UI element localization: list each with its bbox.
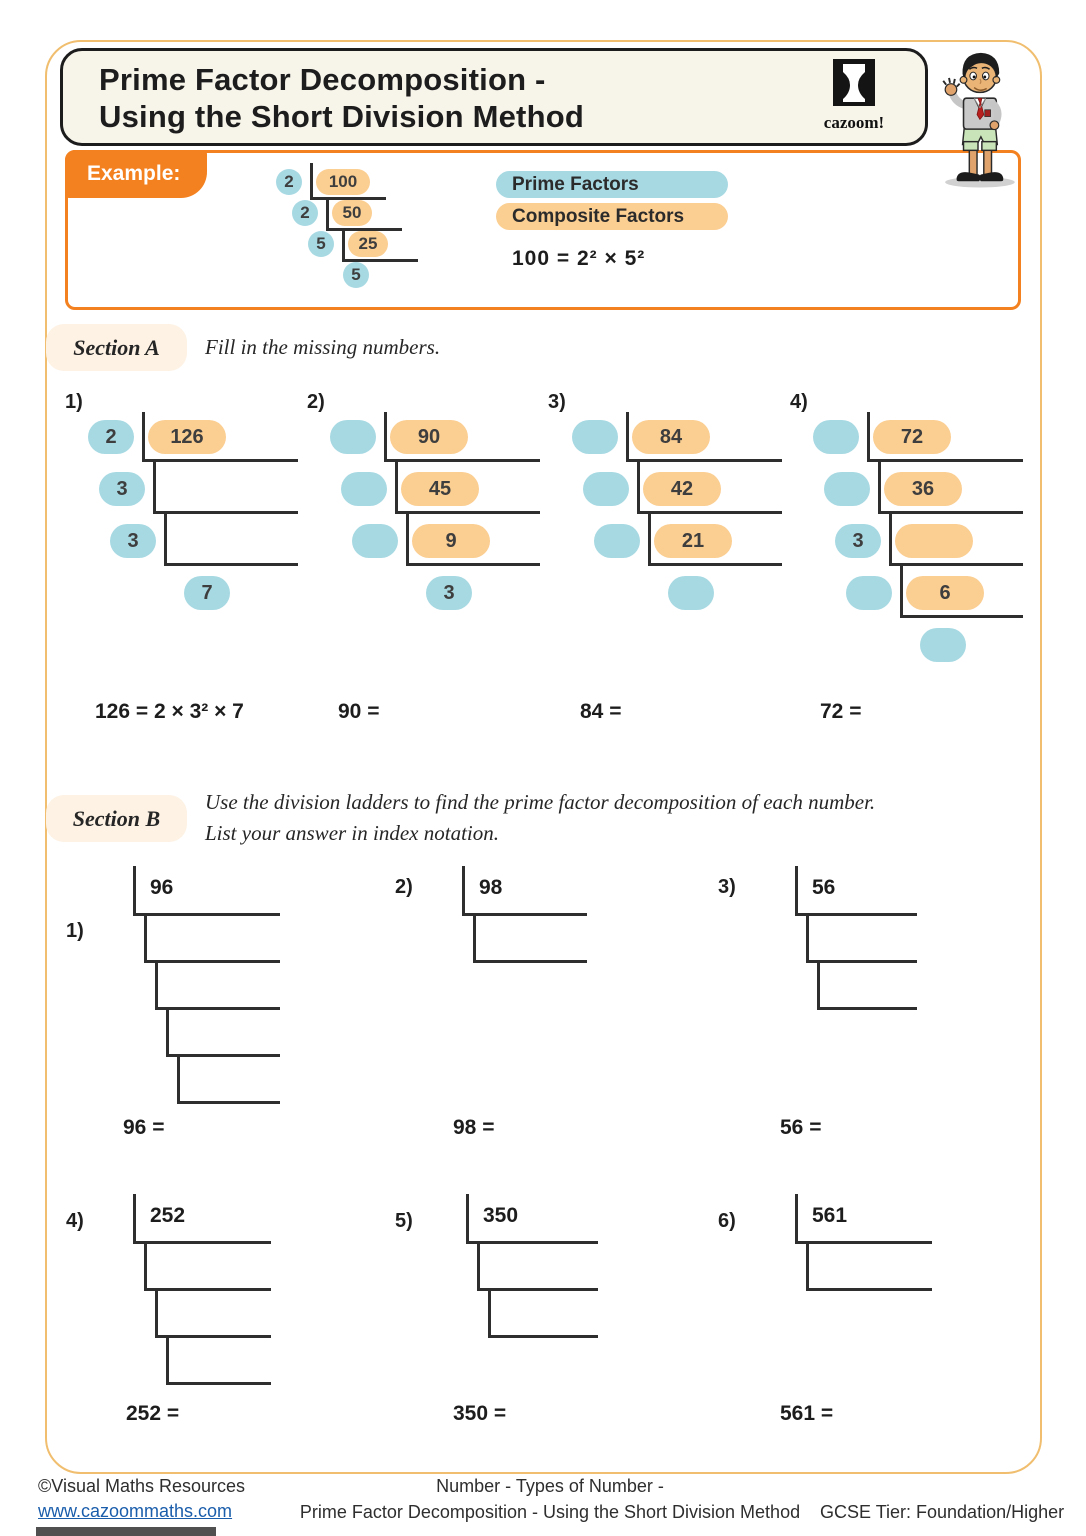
page-title-line2: Using the Short Division Method [99, 99, 584, 134]
ladder-hline [384, 459, 540, 462]
cazoom-logo-text: cazoom! [823, 113, 885, 132]
ladder-hline [155, 1335, 271, 1338]
ladder-hline [153, 511, 298, 514]
ladder-vline [166, 1335, 169, 1384]
ladder-hline [166, 1382, 271, 1385]
ladder-vline [900, 563, 903, 617]
ladder-hline [395, 511, 540, 514]
ladder-dividend: 90 [390, 420, 468, 454]
section-a-answer: 90 = [338, 700, 380, 723]
ladder-hline [133, 1241, 271, 1244]
ladder-hline [164, 563, 298, 566]
ladder-hline [806, 1288, 932, 1291]
ladder-divisor-blank [583, 472, 629, 506]
section-b-instruction-line1: Use the division ladders to find the prime factor decomposition of each number. [205, 790, 876, 814]
ladder-vline [806, 1241, 809, 1290]
ladder-vline [466, 1194, 469, 1243]
ladder-hline [867, 459, 1023, 462]
ladder-vline [806, 913, 809, 962]
example-ladder-vline [326, 197, 329, 230]
section-b-answer: 252 = [126, 1402, 180, 1425]
ladder-divisor-blank [352, 524, 398, 558]
legend-composite-factors: Composite Factors [496, 203, 728, 230]
ladder-vline [878, 459, 881, 513]
footer-website-link[interactable]: www.cazoommaths.com [38, 1501, 233, 1521]
ladder-dividend: 45 [401, 472, 479, 506]
section-b-ladder [466, 1194, 608, 1390]
ladder-vline [144, 913, 147, 962]
ladder-vline [626, 412, 629, 461]
example-ladder-final-prime: 5 [343, 262, 369, 288]
example-ladder-divisor: 2 [276, 169, 302, 195]
ladder-vline [477, 1241, 480, 1290]
ladder-vline [166, 1007, 169, 1056]
ladder-vline [462, 866, 465, 915]
ladder-divisor-blank [846, 576, 892, 610]
section-b-ladder-value: 98 [479, 876, 503, 899]
ladder-vline [177, 1054, 180, 1103]
ladder-hline [488, 1335, 598, 1338]
ladder-hline [144, 960, 280, 963]
ladder-vline [384, 412, 387, 461]
title-box [60, 48, 928, 146]
ladder-divisor: 3 [835, 524, 881, 558]
ladder-dividend: 6 [906, 576, 984, 610]
example-box [65, 150, 1021, 310]
ladder-hline [795, 1241, 932, 1244]
ladder-hline [648, 563, 782, 566]
ladder-hline [889, 563, 1023, 566]
section-b-answer: 56 = [780, 1116, 822, 1139]
section-b-problem-number: 4) [66, 1210, 84, 1232]
example-ladder-divisor: 2 [292, 200, 318, 226]
ladder-final-prime-blank [920, 628, 966, 662]
ladder-hline [817, 1007, 917, 1010]
ladder-divisor: 3 [110, 524, 156, 558]
example-ladder-dividend: 50 [332, 200, 372, 226]
ladder-dividend: 42 [643, 472, 721, 506]
section-a-problem-number: 4) [790, 391, 808, 413]
ladder-dividend: 36 [884, 472, 962, 506]
section-b-problem-number: 1) [66, 920, 84, 942]
cazoom-logo [817, 58, 891, 133]
section-b-ladder [795, 1194, 942, 1343]
section-a-ladder [88, 420, 298, 636]
ladder-vline [817, 960, 820, 1009]
ladder-vline [889, 511, 892, 565]
ladder-vline [142, 412, 145, 461]
section-b-ladder [795, 866, 927, 1062]
footer-topic-line2: Prime Factor Decomposition - Using the Short Division Method [299, 1502, 801, 1522]
ladder-dividend-blank [895, 524, 973, 558]
ladder-vline [153, 459, 156, 513]
section-b-ladder [462, 866, 597, 1015]
ladder-hline [166, 1054, 280, 1057]
ladder-hline [177, 1101, 280, 1104]
section-b-problem-number: 2) [395, 876, 413, 898]
ladder-hline [626, 459, 782, 462]
ladder-vline [133, 866, 136, 915]
section-a-answer: 72 = [820, 700, 862, 723]
ladder-final-prime: 3 [426, 576, 472, 610]
example-ladder-divisor: 5 [308, 231, 334, 257]
ladder-hline [477, 1288, 598, 1291]
section-b-ladder-value: 56 [812, 876, 836, 899]
ladder-divisor-blank [341, 472, 387, 506]
ladder-dividend: 21 [654, 524, 732, 558]
example-division-ladder [276, 169, 476, 294]
ladder-hline [795, 913, 917, 916]
ladder-hline [806, 960, 917, 963]
ladder-vline [648, 511, 651, 565]
section-a-answer: 126 = 2 × 3² × 7 [95, 700, 244, 723]
page-title-line1: Prime Factor Decomposition - [99, 62, 546, 97]
section-b-ladder-value: 252 [150, 1204, 186, 1227]
section-a-answer: 84 = [580, 700, 622, 723]
section-b-ladder [133, 1194, 281, 1437]
ladder-dividend: 72 [873, 420, 951, 454]
section-a-instruction: Fill in the missing numbers. [205, 335, 441, 359]
ladder-final-prime: 7 [184, 576, 230, 610]
section-a-problem-number: 3) [548, 391, 566, 413]
example-ladder-vline [310, 163, 313, 199]
section-b-label: Section B [46, 795, 187, 842]
example-ladder-dividend: 25 [348, 231, 388, 257]
ladder-vline [795, 1194, 798, 1243]
ladder-divisor: 2 [88, 420, 134, 454]
ladder-divisor-blank [594, 524, 640, 558]
footer-gcse-tier: GCSE Tier: Foundation/Higher [820, 1502, 1065, 1522]
example-ladder-dividend: 100 [316, 169, 370, 195]
ladder-dividend: 9 [412, 524, 490, 558]
section-b-ladder [133, 866, 290, 1156]
ladder-vline [406, 511, 409, 565]
page-edge-artifact [36, 1527, 216, 1536]
section-a-ladder [813, 420, 1023, 688]
section-b-problem-number: 5) [395, 1210, 413, 1232]
ladder-vline [164, 511, 167, 565]
section-a-ladder [572, 420, 782, 636]
section-b-problem-number: 6) [718, 1210, 736, 1232]
mascot-boy-character [928, 48, 1028, 188]
ladder-hline [155, 1007, 280, 1010]
ladder-vline [395, 459, 398, 513]
example-label: Example: [65, 150, 207, 198]
ladder-dividend: 84 [632, 420, 710, 454]
footer-topic-line1: Number - Types of Number - [436, 1476, 664, 1496]
ladder-hline [466, 1241, 598, 1244]
ladder-hline [462, 913, 587, 916]
ladder-vline [488, 1288, 491, 1337]
section-b-answer: 561 = [780, 1402, 834, 1425]
ladder-hline [142, 459, 298, 462]
ladder-hline [473, 960, 587, 963]
ladder-divisor-blank [330, 420, 376, 454]
ladder-vline [133, 1194, 136, 1243]
section-a-label: Section A [46, 324, 187, 371]
section-a-ladder [330, 420, 540, 636]
ladder-vline [795, 866, 798, 915]
example-ladder-vline [342, 228, 345, 261]
page-title [99, 61, 584, 135]
section-b-answer: 96 = [123, 1116, 165, 1139]
ladder-hline [144, 1288, 271, 1291]
ladder-hline [133, 913, 280, 916]
ladder-hline [878, 511, 1023, 514]
ladder-vline [637, 459, 640, 513]
section-b-problem-number: 3) [718, 876, 736, 898]
cazoom-goblet-icon [831, 58, 877, 108]
section-b-instruction-line2: List your answer in index notation. [205, 821, 499, 845]
ladder-vline [155, 1288, 158, 1337]
example-equation: 100 = 2² × 5² [512, 247, 646, 270]
ladder-hline [637, 511, 782, 514]
section-b-answer: 350 = [453, 1402, 507, 1425]
section-a-problem-number: 1) [65, 391, 83, 413]
ladder-divisor: 3 [99, 472, 145, 506]
ladder-hline [406, 563, 540, 566]
ladder-final-prime-blank [668, 576, 714, 610]
ladder-divisor-blank [824, 472, 870, 506]
ladder-vline [155, 960, 158, 1009]
ladder-vline [473, 913, 476, 962]
ladder-vline [144, 1241, 147, 1290]
ladder-divisor-blank [572, 420, 618, 454]
section-b-ladder-value: 350 [483, 1204, 519, 1227]
ladder-dividend: 126 [148, 420, 226, 454]
legend-prime-factors: Prime Factors [496, 171, 728, 198]
section-b-answer: 98 = [453, 1116, 495, 1139]
ladder-hline [900, 615, 1023, 618]
ladder-divisor-blank [813, 420, 859, 454]
ladder-vline [867, 412, 870, 461]
footer-copyright: ©Visual Maths Resources [38, 1476, 246, 1496]
section-b-ladder-value: 96 [150, 876, 174, 899]
section-a-problem-number: 2) [307, 391, 325, 413]
section-b-ladder-value: 561 [812, 1204, 848, 1227]
